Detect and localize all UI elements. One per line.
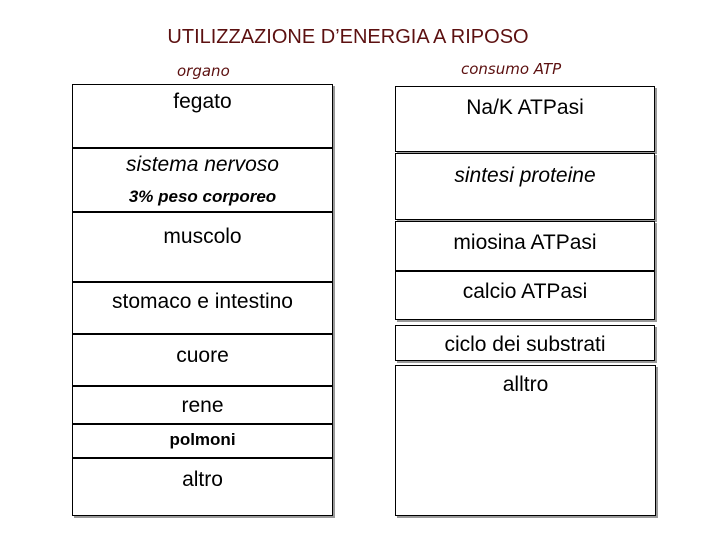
atp-label: sintesi proteine <box>454 164 596 187</box>
column-header-atp: consumo ATP <box>461 60 562 78</box>
atp-label: alltro <box>502 373 549 396</box>
atp-label: miosina ATPasi <box>453 231 597 254</box>
atp-label: Na/K ATPasi <box>466 96 584 119</box>
atp-label: calcio ATPasi <box>462 280 588 303</box>
organ-box-rene <box>72 386 333 424</box>
organ-box-fegato <box>72 84 333 148</box>
organ-sublabel: 3% peso corporeo <box>128 187 277 206</box>
organ-label: fegato <box>173 90 232 113</box>
organ-box-cuore <box>72 334 333 386</box>
organ-label: cuore <box>176 344 229 367</box>
organ-box-muscolo <box>72 212 333 282</box>
organ-box-sistema-nervoso <box>72 148 333 212</box>
atp-label: ciclo dei substrati <box>444 333 606 356</box>
atp-box-sintesi-proteine <box>395 153 655 220</box>
organ-label: altro <box>182 468 223 491</box>
organ-label: stomaco e intestino <box>112 290 293 313</box>
organ-label: rene <box>181 394 224 417</box>
atp-box-miosina-atpasi <box>395 221 655 271</box>
organ-label: muscolo <box>163 225 242 248</box>
atp-box-calcio-atpasi <box>395 271 655 320</box>
atp-box-ciclo-substrati <box>395 325 655 361</box>
column-header-organ: organo <box>177 62 230 80</box>
organ-label: sistema nervoso <box>126 153 279 176</box>
organ-label: polmoni <box>169 430 236 449</box>
diagram-title: UTILIZZAZIONE D’ENERGIA A RIPOSO <box>167 26 529 48</box>
atp-box-na-k-atpasi <box>395 86 655 152</box>
atp-box-altro <box>395 365 656 516</box>
organ-box-polmoni <box>72 424 333 458</box>
organ-box-altro <box>72 458 333 516</box>
organ-box-stomaco-intestino <box>72 282 333 334</box>
